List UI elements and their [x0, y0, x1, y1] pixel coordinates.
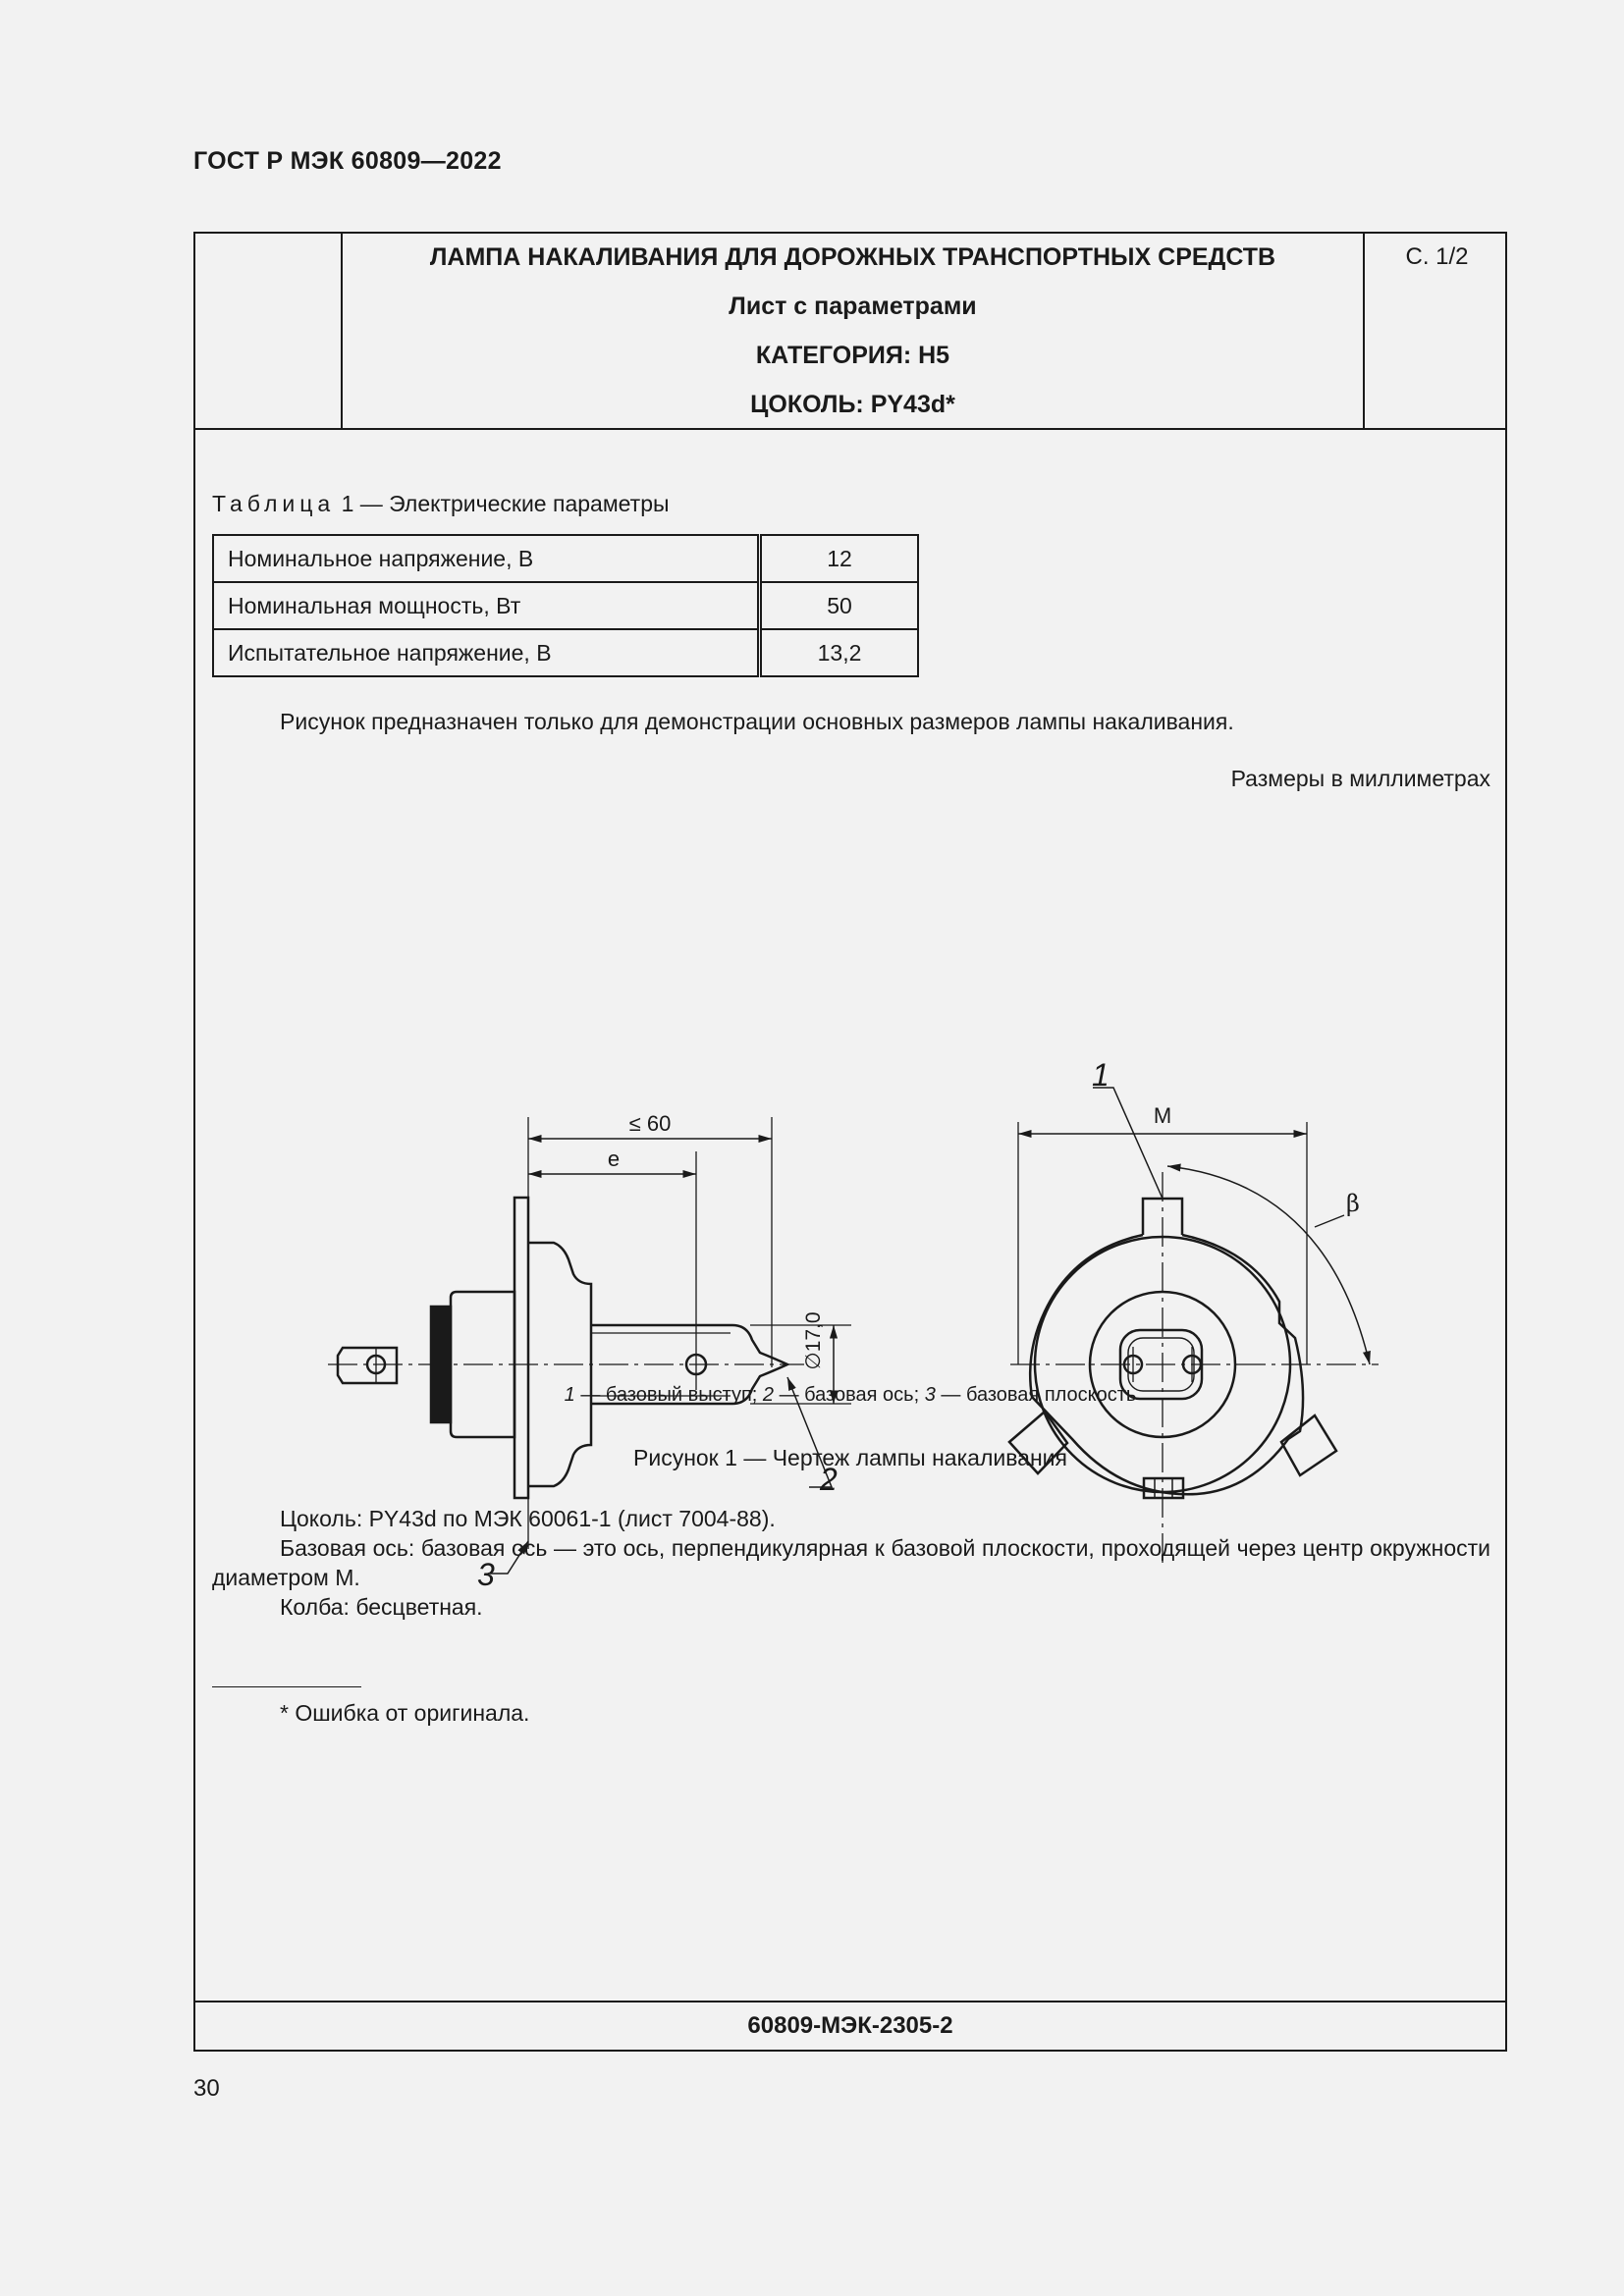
param-value: 50	[760, 582, 919, 629]
beta-label: β	[1346, 1190, 1360, 1217]
standard-header: ГОСТ Р МЭК 60809—2022	[193, 147, 502, 175]
body-text	[212, 1504, 1490, 1622]
param-name: Номинальное напряжение, В	[213, 535, 760, 582]
dim-length-label: ≤ 60	[628, 1111, 672, 1136]
title-category: КАТЕГОРИЯ: Н5	[755, 342, 950, 369]
title-block-left-cell	[195, 234, 343, 428]
figure-legend	[195, 1384, 1505, 1407]
footnote: * Ошибка от оригинала.	[280, 1700, 530, 1726]
title-lamp-type: ЛАМПА НАКАЛИВАНИЯ ДЛЯ ДОРОЖНЫХ ТРАНСПОРТНЫХ СРЕДСТВ	[429, 243, 1276, 271]
body-paragraph-axis: Базовая ось: базовая ось — это ось, перпендикулярная к базовой плоскости, проходящей через центр окружности диаметром М.	[212, 1535, 1490, 1590]
callout-3: 3	[477, 1557, 495, 1592]
table-caption	[212, 491, 670, 517]
table-caption-prefix: Таблица	[212, 491, 336, 516]
table-row	[213, 629, 918, 676]
param-name: Испытательное напряжение, В	[213, 629, 760, 676]
sheet-frame	[193, 232, 1507, 2052]
legend-text-3: — базовая плоскость	[935, 1384, 1137, 1406]
legend-num-1: 1	[564, 1384, 575, 1406]
beta-angle-arc	[1167, 1166, 1370, 1364]
title-sheet-type: Лист с параметрами	[729, 293, 977, 320]
front-view	[1009, 1088, 1379, 1564]
table-row	[213, 582, 918, 629]
body-paragraph-bulb: Колба: бесцветная.	[280, 1594, 483, 1620]
legend-text-2: — базовая ось;	[774, 1384, 925, 1406]
dim-e-label: e	[607, 1147, 621, 1171]
param-value: 12	[760, 535, 919, 582]
sheet-code: 60809-МЭК-2305-2	[195, 2001, 1505, 2050]
param-value: 13,2	[760, 629, 919, 676]
page-number: 30	[193, 2075, 220, 2102]
table-row	[213, 535, 918, 582]
units-note: Размеры в миллиметрах	[1230, 766, 1490, 791]
footnote-divider	[212, 1686, 361, 1687]
title-block-right-cell	[1363, 234, 1507, 428]
electrical-parameters-table	[212, 534, 919, 677]
figure-note: Рисунок предназначен только для демонстрации основных размеров лампы накаливания.	[280, 709, 1234, 734]
title-block	[195, 234, 1505, 430]
legend-text-1: — базовый выступ;	[574, 1384, 763, 1406]
body-paragraph-cap: Цоколь: PY43d по МЭК 60061-1 (лист 7004-88).	[280, 1506, 776, 1531]
front-view-labels	[1092, 1057, 1360, 1217]
sheet-page-indicator: С. 1/2	[1405, 243, 1469, 270]
title-cap: ЦОКОЛЬ: PY43d*	[750, 391, 955, 418]
table-caption-text: 1 — Электрические параметры	[341, 491, 670, 516]
param-name: Номинальная мощность, Вт	[213, 582, 760, 629]
callout-1: 1	[1092, 1057, 1110, 1093]
legend-num-3: 3	[924, 1384, 936, 1406]
callout-2: 2	[820, 1462, 838, 1497]
figure-title: Рисунок 1 — Чертеж лампы накаливания	[633, 1445, 1067, 1470]
legend-num-2: 2	[762, 1384, 775, 1406]
leader-1	[1093, 1088, 1163, 1199]
dim-m-label: M	[1153, 1103, 1172, 1128]
dim-diameter-label: ∅17,0	[802, 1311, 825, 1370]
